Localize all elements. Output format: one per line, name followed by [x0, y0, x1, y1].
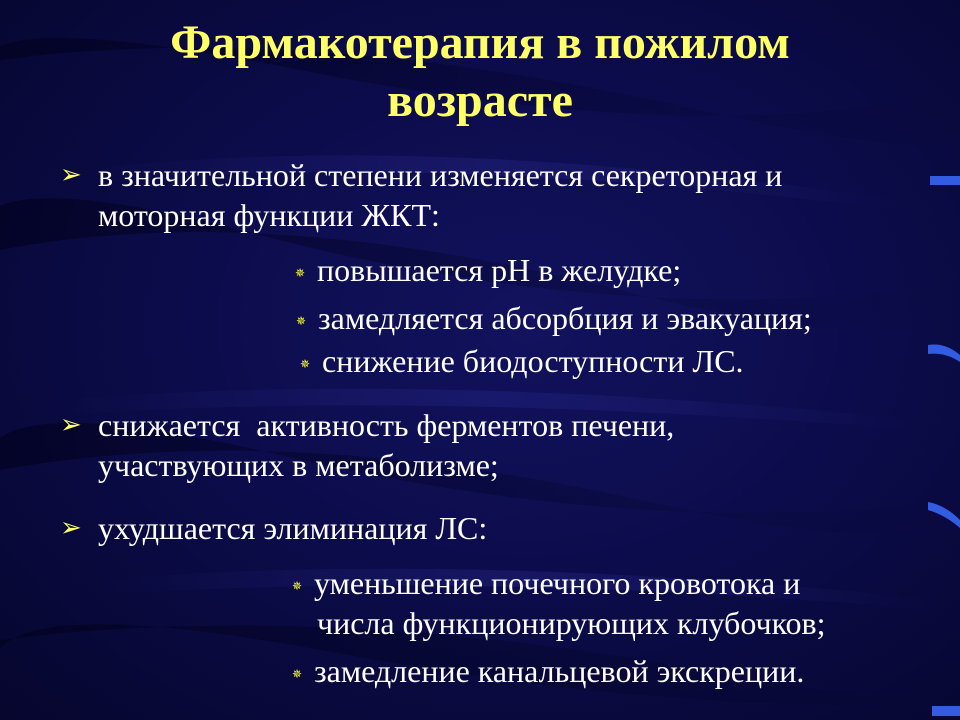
sub-bullet-text: снижение биодоступности ЛС. [322, 343, 744, 379]
star-bullet-icon: ✵ [292, 579, 303, 593]
bullet-item [60, 155, 783, 235]
slide-title [60, 14, 900, 130]
sub-bullet-item [295, 250, 682, 290]
sub-bullet-text-continued: числа функционирующих клубочков; [317, 605, 826, 641]
star-bullet-icon: ✵ [296, 314, 307, 328]
bullet-text-line: ухудшается элиминация ЛС: [98, 510, 488, 546]
sub-bullet-text: повышается рН в желудке; [317, 252, 682, 288]
star-bullet-icon: ✵ [300, 357, 311, 371]
bullet-item [60, 508, 488, 548]
bullet-item [60, 405, 675, 485]
title-line-1: Фармакотерапия в пожилом [170, 16, 790, 69]
title-line-2: возрасте [387, 74, 573, 127]
arrow-bullet-icon: ➢ [60, 513, 82, 543]
bullet-text-line: снижается активность ферментов печени, [98, 407, 675, 443]
bullet-text-line: в значительной степени изменяется секреторная и [98, 157, 783, 193]
sub-bullet-item [292, 651, 805, 691]
arrow-bullet-icon: ➢ [60, 410, 82, 440]
sub-bullet-text: уменьшение почечного кровотока и [314, 565, 801, 601]
sub-bullet-item [300, 341, 744, 381]
bullet-text-line: участвующих в метаболизме; [98, 447, 499, 483]
sub-bullet-text: замедление канальцевой экскреции. [314, 653, 805, 689]
star-bullet-icon: ✵ [295, 266, 306, 280]
bullet-text-line: моторная функции ЖКТ: [98, 197, 440, 233]
sub-bullet-item [296, 298, 812, 338]
sub-bullet-text: замедляется абсорбция и эвакуация; [318, 300, 812, 336]
sub-bullet-item [292, 563, 826, 643]
star-bullet-icon: ✵ [292, 667, 303, 681]
arrow-bullet-icon: ➢ [60, 160, 82, 190]
